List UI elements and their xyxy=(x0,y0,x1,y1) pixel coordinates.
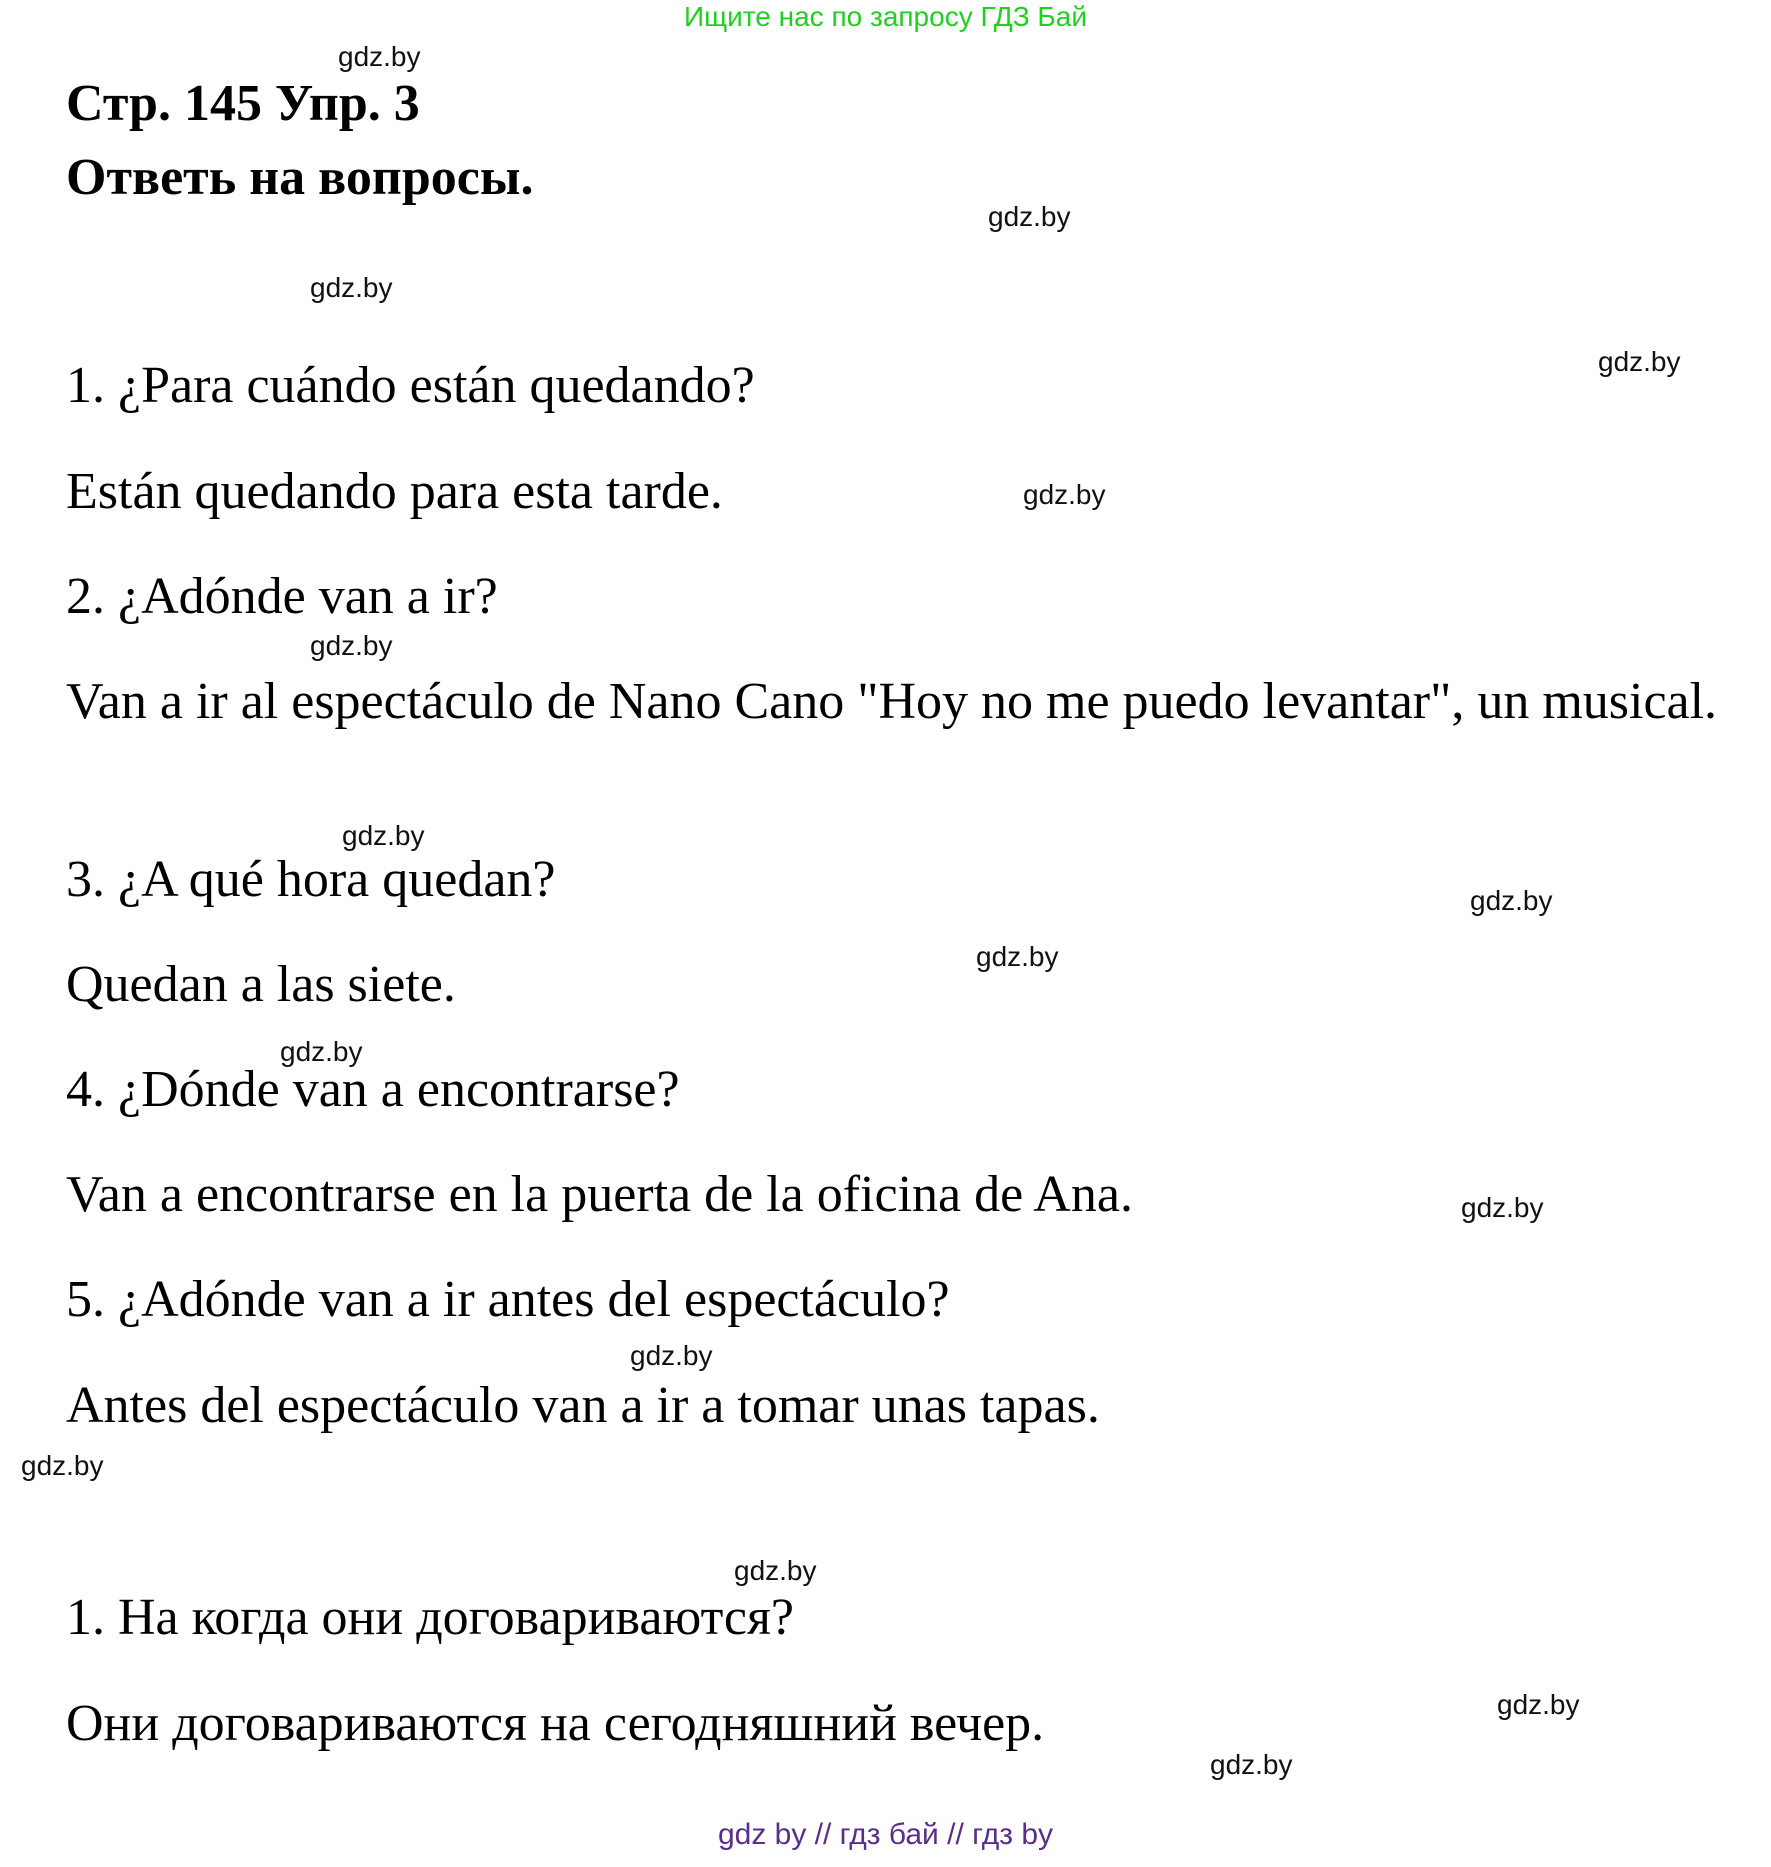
top-banner: Ищите нас по запросу ГДЗ Бай xyxy=(683,1,1088,32)
question-1: 1. ¿Para cuándo están quedando? xyxy=(66,357,755,414)
page-title: Стр. 145 Упр. 3 xyxy=(66,75,420,132)
watermark: gdz.by xyxy=(21,1450,104,1481)
watermark: gdz.by xyxy=(342,820,425,851)
watermark: gdz.by xyxy=(734,1555,817,1586)
question-5: 5. ¿Adónde van a ir antes del espectáculo? xyxy=(66,1271,950,1328)
watermark: gdz.by xyxy=(310,272,393,303)
question-3: 3. ¿A qué hora quedan? xyxy=(66,851,556,908)
watermark: gdz.by xyxy=(1598,346,1681,377)
question-2: 2. ¿Adónde van a ir? xyxy=(66,568,498,625)
watermark: gdz.by xyxy=(630,1340,713,1371)
watermark: gdz.by xyxy=(976,941,1059,972)
watermark: gdz.by xyxy=(1023,479,1106,510)
translation-answer-1: Они договариваются на сегодняшний вечер. xyxy=(66,1695,1045,1752)
watermark: gdz.by xyxy=(1497,1689,1580,1720)
watermark: gdz.by xyxy=(338,41,421,72)
question-4: 4. ¿Dónde van a encontrarse? xyxy=(66,1061,680,1118)
watermark: gdz.by xyxy=(280,1036,363,1067)
watermark: gdz.by xyxy=(988,201,1071,232)
answer-3: Quedan a las siete. xyxy=(66,956,456,1013)
task-instruction: Ответь на вопросы. xyxy=(66,149,534,206)
translation-question-1: 1. На когда они договариваются? xyxy=(66,1589,794,1646)
answer-1: Están quedando para esta tarde. xyxy=(66,463,723,520)
footer-watermark: gdz by // гдз бай // гдз by xyxy=(717,1818,1054,1851)
watermark: gdz.by xyxy=(1470,885,1553,916)
answer-2: Van a ir al espectáculo de Nano Cano "Hoy no me puedo levantar", un musical. xyxy=(66,673,1718,730)
answer-4: Van a encontrarse en la puerta de la oficina de Ana. xyxy=(66,1166,1133,1223)
watermark: gdz.by xyxy=(1210,1749,1293,1780)
answer-5: Antes del espectáculo van a ir a tomar unas tapas. xyxy=(66,1377,1100,1434)
watermark: gdz.by xyxy=(310,630,393,661)
watermark: gdz.by xyxy=(1461,1192,1544,1223)
